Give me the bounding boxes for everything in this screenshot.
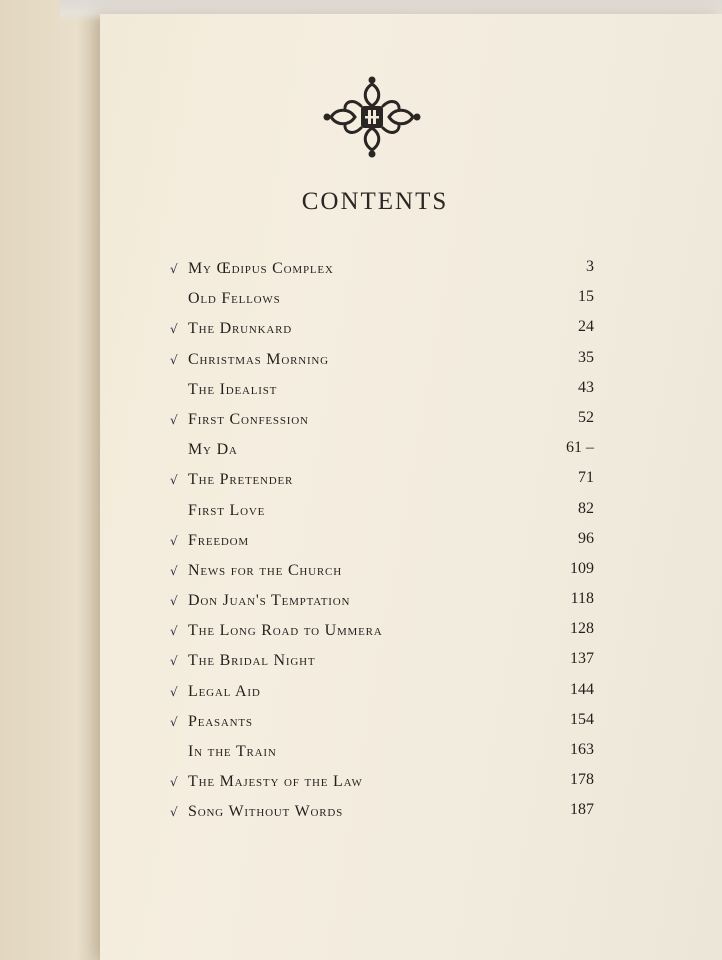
toc-entry-page: 118 — [570, 590, 594, 608]
toc-entry-page: 178 — [570, 771, 594, 789]
toc-entry — [168, 679, 608, 709]
toc-entry-title: First Confession — [188, 410, 309, 428]
check-mark-icon: √ — [170, 805, 178, 820]
toc-entry-title: Peasants — [188, 712, 253, 730]
toc-entry-page: 109 — [570, 559, 594, 577]
toc-entry — [168, 347, 608, 377]
check-mark-icon: √ — [170, 654, 178, 669]
toc-entry-title: The Long Road to Ummera — [188, 622, 383, 640]
toc-entry-title: First Love — [188, 501, 266, 519]
check-mark-icon: √ — [170, 563, 178, 578]
toc-entry — [168, 407, 608, 437]
toc-entry-title: In the Train — [188, 743, 277, 760]
toc-entry — [168, 648, 608, 678]
toc-entry-page: 154 — [570, 710, 594, 728]
contents-list — [168, 256, 608, 830]
toc-entry-title: My Œdipus Complex — [188, 260, 334, 277]
toc-entry — [168, 256, 608, 286]
book-spine-edge — [0, 0, 110, 960]
toc-entry-title: Song Without Words — [188, 803, 344, 821]
toc-entry — [168, 799, 608, 829]
toc-entry-title: Christmas Morning — [188, 350, 329, 368]
toc-entry-page: 187 — [570, 801, 594, 819]
toc-entry-page: 52 — [578, 408, 594, 426]
toc-entry-page: 61 – — [566, 439, 594, 457]
toc-entry-page: 35 — [578, 348, 594, 366]
toc-entry-title: The Drunkard — [188, 320, 292, 338]
toc-entry-title: The Pretender — [188, 471, 294, 489]
toc-entry-page: 71 — [578, 469, 594, 487]
toc-entry-title: The Majesty of the Law — [188, 773, 363, 791]
toc-entry-title: Freedom — [188, 531, 249, 549]
page-title: CONTENTS — [301, 188, 449, 215]
toc-entry-page: 3 — [586, 258, 594, 275]
check-mark-icon: √ — [170, 714, 178, 729]
fleuron-ornament-icon — [323, 76, 421, 158]
toc-entry — [168, 528, 608, 558]
toc-entry — [168, 377, 608, 407]
toc-entry — [168, 498, 608, 528]
toc-entry-page: 82 — [578, 499, 594, 517]
toc-entry-page: 137 — [570, 650, 594, 668]
toc-entry — [168, 618, 608, 648]
toc-entry — [168, 588, 608, 618]
toc-entry — [168, 558, 608, 588]
check-mark-icon: √ — [170, 262, 178, 276]
toc-entry — [168, 709, 608, 739]
toc-entry — [168, 769, 608, 799]
check-mark-icon: √ — [170, 352, 178, 367]
check-mark-icon: √ — [170, 624, 178, 639]
toc-entry-page: 43 — [578, 378, 594, 396]
toc-entry-title: Old Fellows — [188, 290, 281, 308]
toc-entry — [168, 467, 608, 497]
toc-entry-title: The Idealist — [188, 380, 278, 398]
toc-entry-title: Legal Aid — [188, 682, 261, 700]
toc-entry-page: 128 — [570, 620, 594, 638]
toc-entry — [168, 739, 608, 769]
toc-entry-title: News for the Church — [188, 561, 342, 579]
toc-entry-page: 96 — [578, 529, 594, 547]
toc-entry — [168, 286, 608, 316]
toc-entry-page: 15 — [578, 288, 594, 306]
toc-entry — [168, 316, 608, 346]
toc-entry-title: My Da — [188, 441, 238, 459]
toc-entry-title: The Bridal Night — [188, 652, 316, 670]
check-mark-icon: √ — [170, 322, 178, 337]
check-mark-icon: √ — [170, 473, 178, 488]
check-mark-icon: √ — [170, 533, 178, 548]
check-mark-icon: √ — [170, 775, 178, 790]
toc-entry-page: 24 — [578, 318, 594, 336]
check-mark-icon: √ — [170, 684, 178, 699]
check-mark-icon: √ — [170, 594, 178, 609]
toc-entry-title: Don Juan's Temptation — [188, 592, 351, 610]
toc-entry-page: 144 — [570, 680, 594, 698]
toc-entry — [168, 437, 608, 467]
check-mark-icon: √ — [170, 412, 178, 427]
toc-entry-page: 163 — [570, 741, 594, 758]
